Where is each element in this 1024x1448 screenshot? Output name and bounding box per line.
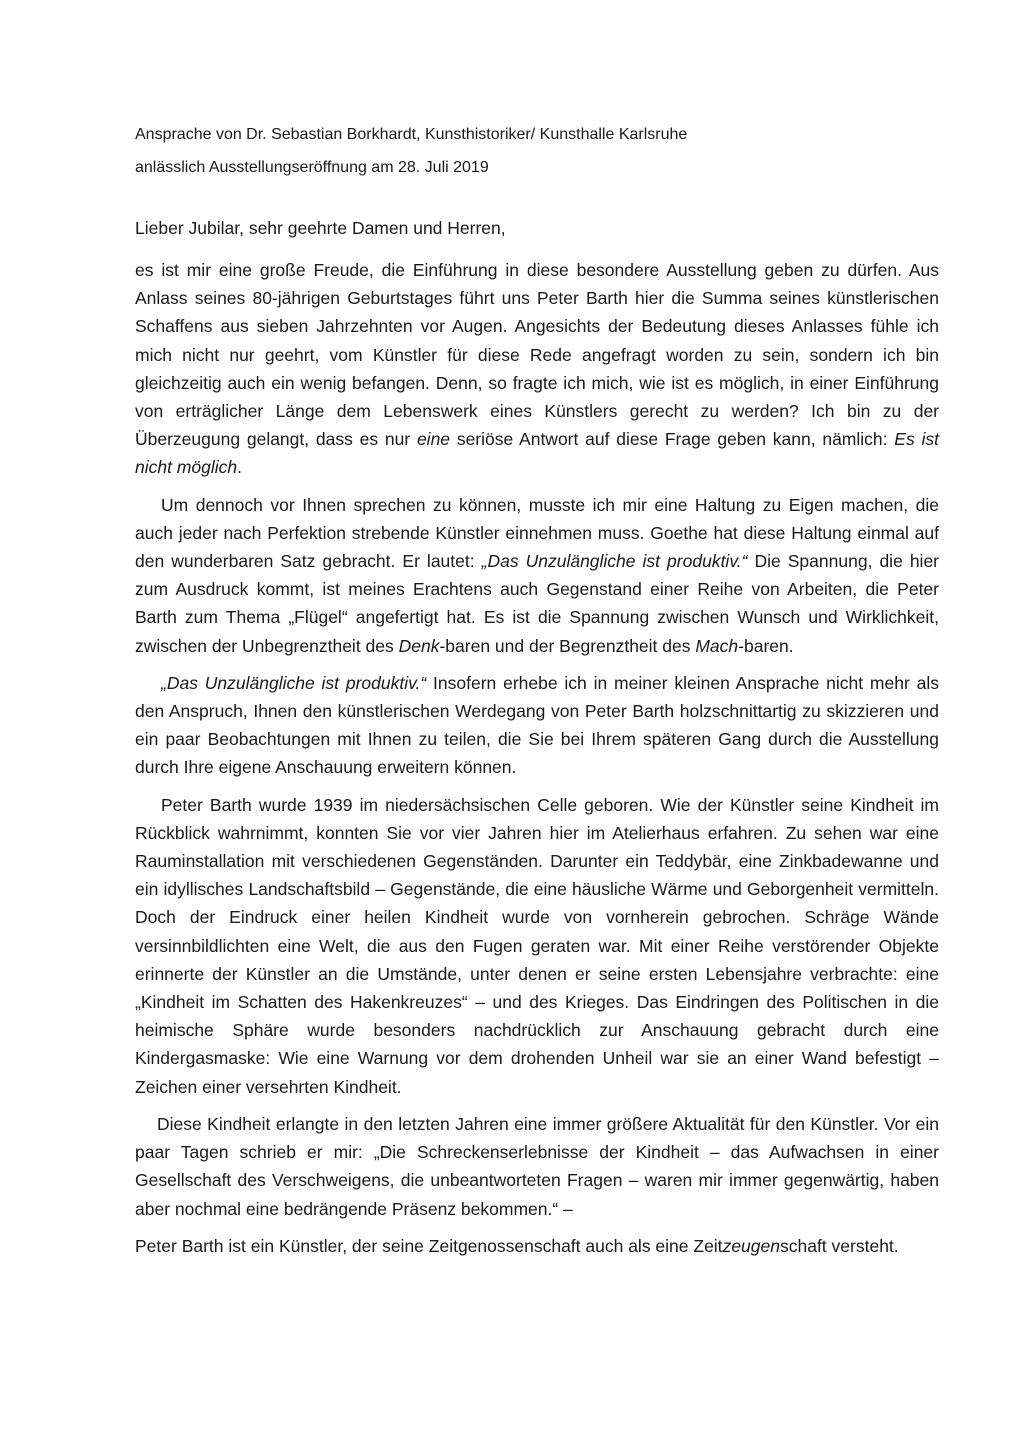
header-speaker-line: Ansprache von Dr. Sebastian Borkhardt, Kunsthistoriker/ Kunsthalle Karlsruhe — [135, 126, 688, 143]
paragraph-childhood — [135, 791, 939, 1101]
emphasis-text: Es ist nicht möglich — [135, 429, 939, 478]
text-segment: Um dennoch vor Ihnen sprechen zu können, musste ich mir eine Haltung zu Eigen machen, die auch jeder nach Perfektion strebende Künstler einnehmen muss. Goethe hat diese Haltung einmal auf den wunderbaren Satz gebracht. Er lautet: — [135, 494, 939, 572]
text-segment: schaft versteht. — [779, 1235, 899, 1256]
salutation: Lieber Jubilar, sehr geehrte Damen und Herren, — [135, 218, 506, 238]
text-segment: Diese Kindheit erlangte in den letzten Jahren eine immer größere Aktualität für den Künstler. Vor ein paar Tagen schrieb er mir: „Die Schreckenserlebnisse der Kindheit – das Aufwachsen in einer Gesellschaft des Verschweigens, die unbeantworteten Fragen – waren mir immer gegenwärtig, haben aber nochmal eine bedrängende Präsenz bekommen.“ – — [135, 1113, 939, 1219]
header-occasion-line: anlässlich Ausstellungseröffnung am 28. Juli 2019 — [135, 159, 489, 176]
paragraph-contemporary-witness — [135, 1232, 939, 1260]
paragraph-introduction — [135, 256, 939, 482]
emphasis-text: „Das Unzulängliche ist produktiv.“ — [161, 672, 427, 693]
text-segment: es ist mir eine große Freude, die Einführung in diese besondere Ausstellung geben zu dürfen. Aus Anlass seines 80-jährigen Geburtstages führt uns Peter Barth hier die Summa seines künstlerischen Schaffens aus sieben Jahrzehnten vor Augen. Angesichts der Bedeutung dieses Anlasses fühle ich mich nicht nur geehrt, vom Künstler für diese Rede angefragt worden zu sein, sondern ich bin gleichzeitig auch ein wenig befangen. Denn, so fragte ich mich, wie ist es möglich, in einer Einführung von erträglicher Länge dem Lebenswerk eines Künstlers gerecht zu werden? Ich bin zu der Überzeugung gelangt, dass es nur — [135, 260, 939, 450]
text-segment: Die Spannung, die hier zum Ausdruck kommt, ist meines Erachtens auch Gegenstand einer Reihe von Arbeiten, die Peter Barth zum Thema „Flügel“ angefertigt hat. Es ist die Spannung zwischen Wunsch und Wirklichkeit, zwischen der Unbegrenztheit des — [135, 551, 939, 656]
paragraph-goethe — [135, 491, 939, 660]
text-segment: Insofern erhebe ich in meiner kleinen Ansprache nicht mehr als den Anspruch, Ihnen den künstlerischen Werdegang von Peter Barth holzschnittartig zu skizzieren und ein paar Beobachtungen mit Ihnen zu teilen, die Sie bei Ihrem späteren Gang durch die Ausstellung durch Ihre eigene Anschauung erweitern können. — [135, 672, 939, 778]
emphasis-text: „Das Unzulängliche ist produktiv.“ — [481, 551, 748, 572]
paragraph-quote — [135, 1110, 939, 1223]
text-segment: Peter Barth ist ein Künstler, der seine Zeitgenossenschaft auch als eine Zeit — [135, 1235, 723, 1256]
text-segment: . — [237, 457, 243, 478]
text-segment: seriöse Antwort auf diese Frage geben kann, nämlich: — [450, 429, 895, 450]
paragraph-claim — [135, 669, 939, 782]
emphasis-text: eine — [416, 429, 451, 450]
text-segment: -baren und der Begrenztheit des — [439, 635, 696, 656]
text-segment: Peter Barth wurde 1939 im niedersächsischen Celle geboren. Wie der Künstler seine Kindheit im Rückblick wahrnimmt, konnten Sie vor vier Jahren hier im Atelierhaus erfahren. Zu sehen war eine Rauminstallation mit verschiedenen Gegenständen. Darunter ein Teddybär, eine Zinkbadewanne und ein idyllisches Landschaftsbild – Gegenstände, die eine häusliche Wärme und Geborgenheit vermitteln. Doch der Eindruck einer heilen Kindheit wurde von vornherein gebrochen. Schräge Wände versinnbildlichten eine Welt, die aus den Fugen geraten war. Mit einer Reihe verstörender Objekte erinnerte der Künstler an die Umstände, unter denen er seine ersten Lebensjahre verbrachte: eine „Kindheit im Schatten des Hakenkreuzes“ – und des Krieges. Das Eindringen des Politischen in die heimische Sphäre wurde besonders nachdrücklich zur Anschauung gebracht durch eine Kindergasmaske: Wie eine Warnung vor dem drohenden Unheil war sie an einer Wand befestigt – Zeichen einer versehrten Kindheit. — [135, 794, 939, 1097]
emphasis-text: Denk — [398, 635, 440, 656]
emphasis-text: zeugen — [722, 1235, 780, 1256]
emphasis-text: Mach — [695, 635, 739, 656]
text-segment: -baren. — [738, 635, 794, 656]
document-page — [135, 118, 939, 1260]
